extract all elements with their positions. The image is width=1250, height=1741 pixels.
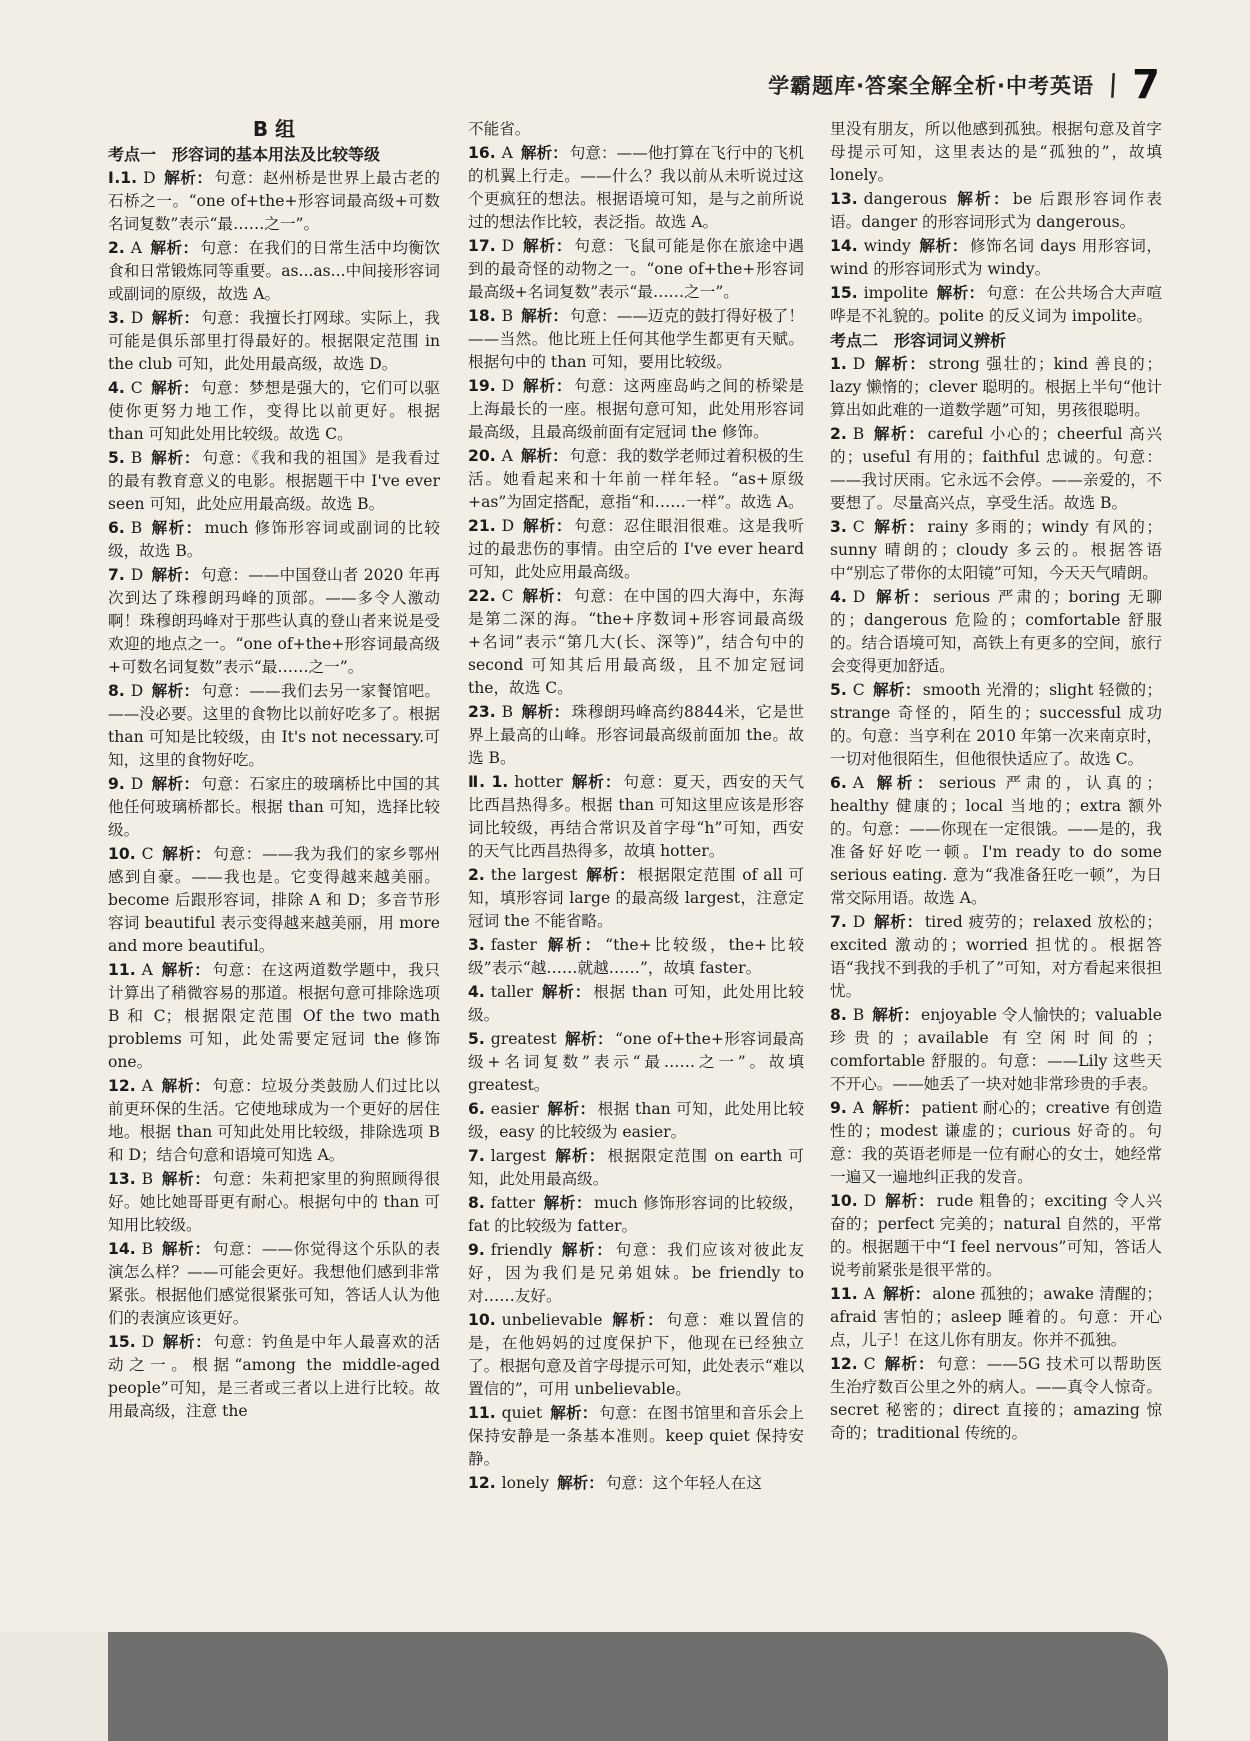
analysis-label: 解析： [883, 1355, 935, 1373]
analysis-label: 解析： [872, 774, 937, 792]
answer-item [830, 679, 1162, 771]
item-number: 17. [468, 237, 496, 255]
analysis-label: 解析： [522, 377, 573, 395]
item-explanation: 珠穆朗玛峰高约8844米，它是世界上最高的山峰。形容词最高级前面加 the。故选 B。 [468, 703, 804, 767]
item-number: 6. [830, 774, 847, 792]
answer-item [830, 118, 1162, 187]
answer-item [108, 447, 440, 516]
analysis-label: 解析： [544, 936, 604, 954]
analysis-label: 解析： [564, 1030, 614, 1048]
analysis-label: 解析： [521, 587, 572, 605]
item-explanation: 句意：《我和我的祖国》是我看过的最有教育意义的电影。根据题干中 I've ever seen 可知，此处应用最高级。故选 B。 [108, 449, 440, 513]
item-explanation: 句意：——中国登山者 2020 年再次到达了珠穆朗玛峰的顶部。——多令人激动啊！珠穆朗玛峰对于那些认真的登山者来说是受欢迎的地点之一。“one of+the+形容词最高级+可数名词复数”表示“最……之一”。 [108, 566, 440, 676]
answer-item [830, 772, 1162, 910]
analysis-label: 解析： [151, 775, 200, 793]
item-answer: A [501, 144, 513, 162]
item-answer: D [130, 682, 144, 700]
item-answer: D [141, 1333, 155, 1351]
item-explanation: 不能省。 [468, 120, 531, 138]
item-explanation: 句意：在这两道数学题中，我只计算出了稍微容易的那道。根据句意可排除选项 B 和 C；根据限定范围 Of the two math problems 可知，此处需要定冠词 the 修饰 one。 [108, 961, 440, 1071]
analysis-label: 解析： [872, 681, 921, 699]
item-explanation: 句意：我的数学老师过着积极的生活。她看起来和十年前一样年轻。“as+原级+as”为固定搭配，意指“和……一样”。故选 A。 [468, 447, 804, 511]
item-explanation: 句意：赵州桥是世界上最古老的石桥之一。“one of+the+形容词最高级+可数名词复数”表示“最……之一”。 [108, 169, 440, 233]
item-answer: C [863, 1355, 876, 1373]
answer-item [830, 586, 1162, 678]
answer-item [108, 307, 440, 376]
item-number: 23. [468, 703, 496, 721]
item-answer: A [852, 774, 865, 792]
item-explanation: 根据限定范围 of all 可知，填形容词 large 的最高级 largest，注意定冠词 the 不能省略。 [468, 866, 804, 930]
answer-item [830, 1190, 1162, 1282]
item-explanation: 句意：——你觉得这个乐队的表演怎么样？——可能会更好。我想他们感到非常紧张。根据他们感觉很紧张可知，答话人认为他们的表演应该更好。 [108, 1240, 440, 1327]
analysis-label: 解析： [151, 682, 200, 700]
item-answer: D [501, 517, 515, 535]
item-explanation: patient 耐心的；creative 有创造性的；modest 谦虚的；curious 好奇的。句意：我的英语老师是一位有耐心的女士，她经常一遍又一遍地纠正我的发音。 [830, 1099, 1162, 1186]
item-answer: B [130, 449, 143, 467]
answer-item [468, 1192, 804, 1238]
item-number: 15. [830, 284, 858, 302]
analysis-label: 解析： [160, 1077, 211, 1095]
answer-item [468, 1402, 804, 1471]
answer-item [830, 188, 1162, 234]
item-number: 11. [830, 1285, 858, 1303]
answer-item [468, 1098, 804, 1144]
answer-item [830, 516, 1162, 585]
section-title: 考点二 形容词词义辨析 [830, 331, 1007, 350]
item-explanation: serious 严肃的，认真的；healthy 健康的；local 当地的；extra 额外的。句意：——你现在一定很饿。——是的，我准备好好吃一顿。I'm ready to do some serious eating. 意为“我准备狂吃一顿”，为日常交际用语。故选 A。 [830, 774, 1162, 907]
item-answer: C [852, 681, 865, 699]
analysis-label: 解析： [150, 379, 199, 397]
item-explanation: serious 严肃的；boring 无聊的；dangerous 危险的；comfortable 舒服的。结合语境可知，高铁上有更多的空间，旅行会变得更加舒适。 [830, 588, 1162, 675]
item-explanation: 句意：梦想是强大的，它们可以驱使你更努力地工作，变得比以前更好。根据 than 可知此处用比较级。故选 C。 [108, 379, 440, 443]
item-number: 5. [830, 681, 847, 699]
answer-item [830, 1283, 1162, 1352]
answer-item [468, 142, 804, 234]
analysis-label: 解析： [872, 518, 926, 536]
item-answer: B [130, 519, 143, 537]
answer-item [468, 701, 804, 770]
item-answer: B [501, 307, 514, 325]
item-explanation: 句意：石家庄的玻璃桥比中国的其他任何玻璃桥都长。根据 than 可知，选择比较级。 [108, 775, 440, 839]
analysis-label: 解析： [161, 1170, 211, 1188]
analysis-label: 解析： [557, 1474, 604, 1492]
item-answer: quiet [501, 1404, 543, 1422]
item-answer: D [501, 237, 515, 255]
column-right [830, 118, 1162, 1446]
item-explanation: much 修饰形容词或副词的比较级，故选 B。 [108, 519, 440, 560]
analysis-label: 解析： [541, 983, 592, 1001]
item-number: 9. [468, 1241, 485, 1259]
item-explanation: 句意：夏天，西安的天气比西昌热得多。根据 than 可知这里应该是形容词比较级，再结合常识及首字母“h”可知，西安的天气比西昌热得多，故填 hotter。 [468, 773, 804, 860]
item-number: 4. [468, 983, 485, 1001]
item-number: 13. [108, 1170, 136, 1188]
item-number: 6. [468, 1100, 485, 1118]
analysis-label: 解析： [521, 307, 568, 325]
page-number: 7 [1132, 62, 1160, 108]
item-number: 12. [830, 1355, 858, 1373]
answer-item [468, 864, 804, 933]
item-number: 12. [468, 1474, 496, 1492]
item-explanation: 句意：——5G 技术可以帮助医生治疗数百公里之外的病人。——真令人惊奇。secret 秘密的；direct 直接的；amazing 惊奇的；traditional 传统的。 [830, 1355, 1162, 1442]
footer-band [108, 1632, 1168, 1741]
answer-item [468, 1472, 804, 1495]
item-explanation: 句意：在公共场合大声喧哗是不礼貌的。polite 的反义词为 impolite。 [830, 284, 1162, 325]
item-answer: faster [490, 936, 537, 954]
item-number: 10. [108, 845, 136, 863]
answer-item [108, 843, 440, 958]
item-answer: D [501, 377, 515, 395]
analysis-label: 解析： [163, 169, 213, 187]
answer-item [830, 353, 1162, 422]
answer-item [468, 118, 804, 141]
item-number: Ⅱ. 1. [468, 773, 509, 791]
analysis-label: 解析： [884, 1192, 935, 1210]
item-number: 8. [108, 682, 125, 700]
item-explanation: rainy 多雨的；windy 有风的；sunny 晴朗的；cloudy 多云的。根据答语中“别忘了带你的太阳镜”可知，今天天气晴朗。 [830, 518, 1162, 582]
answer-item [830, 235, 1162, 281]
item-number: 1. [830, 355, 847, 373]
answer-list [830, 118, 1162, 328]
analysis-label: 解析： [162, 1333, 212, 1351]
item-number: 7. [830, 913, 847, 931]
answer-item [830, 1004, 1162, 1096]
item-answer: easier [490, 1100, 539, 1118]
item-number: 9. [830, 1099, 847, 1117]
item-explanation: 句意：在图书馆里和音乐会上保持安静是一条基本准则。keep quiet 保持安静。 [468, 1404, 804, 1468]
analysis-label: 解析： [160, 961, 211, 979]
analysis-label: 解析： [150, 449, 201, 467]
page-edge [0, 1632, 108, 1741]
item-number: 3. [468, 936, 485, 954]
analysis-label: 解析： [872, 1099, 920, 1117]
item-answer: D [130, 566, 144, 584]
item-answer: D [130, 309, 144, 327]
item-explanation: 里没有朋友，所以他感到孤独。根据句意及首字母提示可知，这里表达的是“孤独的”，故填 lonely。 [830, 120, 1162, 184]
item-answer: hotter [514, 773, 563, 791]
item-number: 5. [108, 449, 125, 467]
analysis-label: 解析： [161, 845, 212, 863]
answer-item [830, 1353, 1162, 1445]
item-number: 3. [108, 309, 125, 327]
analysis-label: 解析： [521, 703, 570, 721]
item-answer: A [852, 1099, 865, 1117]
answer-item [830, 1097, 1162, 1189]
item-number: 4. [830, 588, 847, 606]
item-answer: greatest [490, 1030, 557, 1048]
item-number: 15. [108, 1333, 136, 1351]
answer-item [468, 585, 804, 700]
item-answer: B [141, 1240, 154, 1258]
column-left [108, 118, 440, 1424]
item-number: Ⅰ.1. [108, 169, 138, 187]
item-number: 2. [830, 425, 847, 443]
item-explanation: 句意：飞鼠可能是你在旅途中遇到的最奇怪的动物之一。“one of+the+形容词最高级+名词复数”表示“最……之一”。 [468, 237, 804, 301]
item-explanation: “the+比较级，the+比较级”表示“越……就越……”，故填 faster。 [468, 936, 804, 977]
item-number: 8. [468, 1194, 485, 1212]
item-answer: unbelievable [501, 1311, 603, 1329]
answer-item [468, 1239, 804, 1308]
item-number: 7. [468, 1147, 485, 1165]
item-explanation: 句意：我擅长打网球。实际上，我可能是俱乐部里打得最好的。根据限定范围 in the club 可知，此处用最高级，故选 D。 [108, 309, 440, 373]
item-number: 3. [830, 518, 847, 536]
analysis-label: 解析： [550, 1404, 598, 1422]
analysis-label: 解析： [873, 355, 927, 373]
item-number: 18. [468, 307, 496, 325]
item-number: 22. [468, 587, 496, 605]
analysis-label: 解析： [872, 1006, 920, 1024]
item-explanation: 句意：——我为我们的家乡鄂州感到自豪。——我也是。它变得越来越美丽。become 后跟形容词，排除 A 和 D；多音节形容词 beautiful 表示变得越来越美丽，用 more and more beautiful。 [108, 845, 440, 955]
analysis-label: 解析： [546, 1100, 596, 1118]
analysis-label: 解析： [918, 237, 968, 255]
item-explanation: tired 疲劳的；relaxed 放松的；excited 激动的；worried 担忧的。根据答语“我找不到我的手机了”可知，对方看起来很担忧。 [830, 913, 1162, 1000]
analysis-label: 解析： [873, 588, 932, 606]
answer-item [108, 1238, 440, 1330]
item-answer: D [852, 588, 866, 606]
answer-item [108, 773, 440, 842]
item-answer: C [501, 587, 514, 605]
answer-item [108, 167, 440, 236]
item-explanation: alone 孤独的；awake 清醒的；afraid 害怕的；asleep 睡着的。句意：开心点，儿子！在这儿你有朋友。你并不孤独。 [830, 1285, 1162, 1349]
item-number: 14. [108, 1240, 136, 1258]
analysis-label: 解析： [520, 144, 568, 162]
item-answer: friendly [490, 1241, 553, 1259]
answer-item [468, 934, 804, 980]
item-answer: D [852, 355, 866, 373]
answer-item [468, 515, 804, 584]
analysis-label: 解析： [151, 309, 200, 327]
item-number: 2. [468, 866, 485, 884]
item-explanation: be 后跟形容词作表语。danger 的形容词形式为 dangerous。 [830, 190, 1162, 231]
answer-item [468, 981, 804, 1027]
item-answer: D [130, 775, 144, 793]
item-answer: D [143, 169, 156, 187]
answer-item [108, 1075, 440, 1167]
item-explanation: 句意：这两座岛屿之间的桥梁是上海最长的一座。根据句意可知，此处用形容词最高级，且最高级前面有定冠词 the 修饰。 [468, 377, 804, 441]
item-number: 16. [468, 144, 496, 162]
item-explanation: 根据 than 可知，此处用比较级。 [468, 983, 804, 1024]
item-explanation: 句意：——我们去另一家餐馆吧。——没必要。这里的食物比以前好吃多了。根据 than 可知是比较级，由 It's not necessary.可知，这里的食物好吃。 [108, 682, 440, 769]
analysis-label: 解析： [585, 866, 636, 884]
answer-item [830, 282, 1162, 328]
analysis-label: 解析： [543, 1194, 593, 1212]
analysis-label: 解析： [150, 519, 203, 537]
analysis-label: 解析： [610, 1311, 665, 1329]
item-explanation: 句意：在中国的四大海中，东海是第二深的海。“the+序数词+形容词最高级+名词”表示“第几大(长、深等)”，结合句中的 second 可知其后用最高级，且不加定冠词 the，故选 C。 [468, 587, 804, 697]
item-answer: lonely [501, 1474, 550, 1492]
analysis-label: 解析： [554, 1147, 606, 1165]
answer-item [108, 680, 440, 772]
item-number: 14. [830, 237, 858, 255]
item-number: 2. [108, 239, 125, 257]
item-explanation: rude 粗鲁的；exciting 令人兴奋的；perfect 完美的；natural 自然的，平常的。根据题干中“I feel nervous”可知，答话人说考前紧张是很平常的。 [830, 1192, 1162, 1279]
header-divider-icon: \ [1101, 67, 1125, 103]
item-explanation: smooth 光滑的；slight 轻微的；strange 奇怪的，陌生的；successful 成功的。句意：当亨利在 2010 年第一次来南京时，一切对他很陌生，但他很快适应了。故选 C。 [830, 681, 1162, 768]
answer-item [468, 771, 804, 863]
item-answer: taller [490, 983, 534, 1001]
item-number: 11. [468, 1404, 496, 1422]
analysis-label: 解析： [882, 1285, 931, 1303]
answer-item [108, 237, 440, 306]
analysis-label: 解析： [151, 566, 199, 584]
item-answer: impolite [863, 284, 929, 302]
analysis-label: 解析： [955, 190, 1011, 208]
analysis-label: 解析： [520, 447, 568, 465]
item-number: 4. [108, 379, 125, 397]
item-explanation: 句意：难以置信的是，在他妈妈的过度保护下，他现在已经独立了。根据句意及首字母提示可知，此处表示“难以置信的”，可用 unbelievable。 [468, 1311, 804, 1398]
column-middle [468, 118, 804, 1496]
answer-item [108, 1168, 440, 1237]
item-explanation: enjoyable 令人愉快的；valuable 珍贵的；available 有空闲时间的；comfortable 舒服的。句意：——Lily 这些天不开心。——她丢了一块对她非常珍贵的手表。 [830, 1006, 1162, 1093]
item-answer: A [130, 239, 143, 257]
item-explanation: 句意：——迈克的鼓打得好极了！——当然。他比班上任何其他学生都更有天赋。根据句中的 than 可知，要用比较级。 [468, 307, 804, 371]
answer-item [468, 1028, 804, 1097]
item-answer: C [141, 845, 154, 863]
analysis-label: 解析： [936, 284, 985, 302]
item-answer: dangerous [863, 190, 948, 208]
answer-item [468, 1309, 804, 1401]
analysis-label: 解析： [570, 773, 622, 791]
answer-list [108, 167, 440, 1423]
item-answer: B [852, 1006, 865, 1024]
item-answer: A [501, 447, 513, 465]
answer-item [108, 959, 440, 1074]
analysis-label: 解析： [522, 237, 573, 255]
section-title: 考点一 形容词的基本用法及比较等级 [108, 145, 381, 164]
item-number: 13. [830, 190, 858, 208]
item-number: 12. [108, 1077, 136, 1095]
item-answer: the largest [490, 866, 578, 884]
answer-item [468, 1145, 804, 1191]
answer-item [468, 305, 804, 374]
item-explanation: 根据 than 可知，此处用比较级，easy 的比较级为 easier。 [468, 1100, 804, 1141]
answer-item [108, 564, 440, 679]
analysis-label: 解析： [150, 239, 199, 257]
group-title: B 组 [252, 117, 296, 141]
item-explanation: “one of+the+形容词最高级+名词复数”表示“最……之一”。故填 greatest。 [468, 1030, 804, 1094]
item-number: 10. [830, 1192, 858, 1210]
item-explanation: 句意：忍住眼泪很难。这是我听过的最悲伤的事情。由空后的 I've ever heard 可知，此处应用最高级。 [468, 517, 804, 581]
item-answer: largest [490, 1147, 546, 1165]
item-answer: A [141, 961, 153, 979]
item-explanation: 修饰名词 days 用形容词，wind 的形容词形式为 windy。 [830, 237, 1162, 278]
answer-item [108, 1331, 440, 1423]
answer-item [108, 377, 440, 446]
item-answer: windy [863, 237, 911, 255]
item-number: 21. [468, 517, 496, 535]
item-number: 8. [830, 1006, 847, 1024]
item-answer: D [863, 1192, 877, 1210]
item-explanation: careful 小心的；cheerful 高兴的；useful 有用的；faithful 忠诚的。句意：——我讨厌雨。它永远不会停。——亲爱的，不要想了。尽量高兴点，享受生活。故选 B。 [830, 425, 1162, 512]
analysis-label: 解析： [873, 913, 923, 931]
analysis-label: 解析： [522, 517, 573, 535]
answer-list [468, 118, 804, 1495]
answer-list [830, 353, 1162, 1445]
item-explanation: 句意：朱莉把家里的狗照顾得很好。她比她哥哥更有耐心。根据句中的 than 可知用比较级。 [108, 1170, 440, 1234]
item-number: 11. [108, 961, 136, 979]
header-title: 学霸题库·答案全解全析·中考英语 [768, 74, 1095, 98]
item-number: 6. [108, 519, 125, 537]
answer-item [108, 517, 440, 563]
item-number: 19. [468, 377, 496, 395]
answer-item [468, 235, 804, 304]
item-answer: C [852, 518, 865, 536]
item-number: 7. [108, 566, 125, 584]
answer-item [468, 375, 804, 444]
item-number: 20. [468, 447, 496, 465]
item-explanation: 句意：在我们的日常生活中均衡饮食和日常锻炼同等重要。as...as...中间接形容词或副词的原级，故选 A。 [108, 239, 440, 303]
item-explanation: 句意：我们应该对彼此友好，因为我们是兄弟姐妹。be friendly to 对……友好。 [468, 1241, 804, 1305]
item-number: 9. [108, 775, 125, 793]
answer-item [468, 445, 804, 514]
item-explanation: much 修饰形容词的比较级，fat 的比较级为 fatter。 [468, 1194, 804, 1235]
item-answer: B [501, 703, 514, 721]
item-explanation: 句意：钓鱼是中年人最喜欢的活动之一。根据“among the middle-aged people”可知，是三者或三者以上进行比较。故用最高级，注意 the [108, 1333, 440, 1420]
item-number: 10. [468, 1311, 496, 1329]
item-answer: A [863, 1285, 875, 1303]
answer-item [830, 423, 1162, 515]
item-explanation: 句意：垃圾分类鼓励人们过比以前更环保的生活。它使地球成为一个更好的居住地。根据 than 可知此处用比较级，排除选项 B 和 D；结合句意和语境可知选 A。 [108, 1077, 440, 1164]
item-explanation: 句意：——他打算在飞行中的飞机的机翼上行走。——什么？我以前从未听说过这个更疯狂的想法。根据语境可知，是与之前所说过的想法作比较，表泛指。故选 A。 [468, 144, 804, 231]
analysis-label: 解析： [872, 425, 926, 443]
item-number: 5. [468, 1030, 485, 1048]
item-answer: D [852, 913, 866, 931]
item-answer: A [141, 1077, 153, 1095]
item-explanation: 句意：这个年轻人在这 [605, 1474, 762, 1492]
answer-item [830, 911, 1162, 1003]
item-answer: C [130, 379, 143, 397]
analysis-label: 解析： [560, 1241, 614, 1259]
item-explanation: 根据限定范围 on earth 可知，此处用最高级。 [468, 1147, 804, 1188]
item-answer: fatter [490, 1194, 536, 1212]
item-answer: B [852, 425, 865, 443]
analysis-label: 解析： [161, 1240, 211, 1258]
item-explanation: strong 强壮的；kind 善良的；lazy 懒惰的；clever 聪明的。根据上半句“他计算出如此难的一道数学题”可知，男孩很聪明。 [830, 355, 1162, 419]
item-answer: B [141, 1170, 154, 1188]
page-header [768, 62, 1160, 108]
